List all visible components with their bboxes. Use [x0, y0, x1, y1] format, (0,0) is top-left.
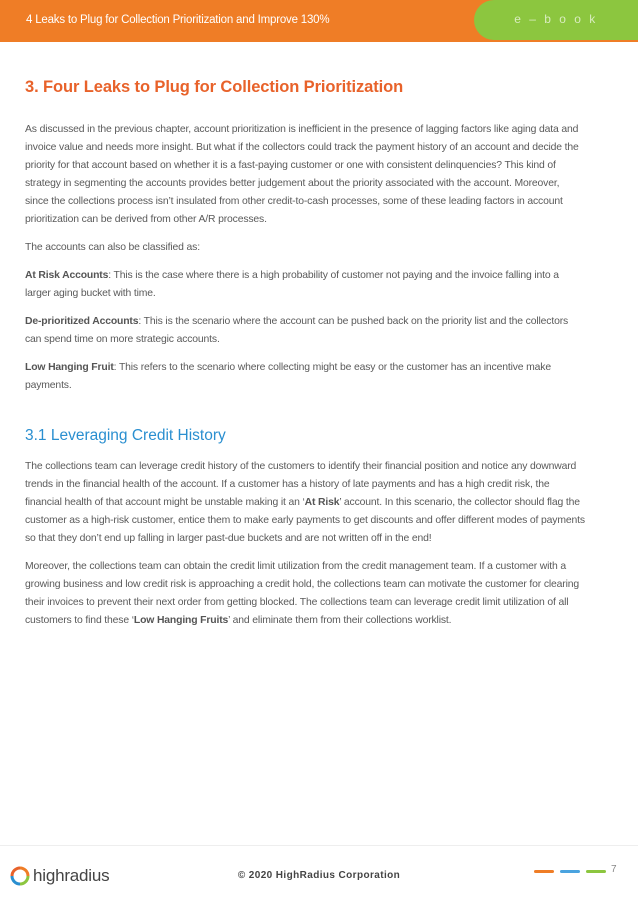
section-heading: 3. Four Leaks to Plug for Collection Prioritization — [25, 78, 404, 96]
item-text: : This is the scenario where the account can be pushed back on the priority list and the collectors can spend time on more strategic accounts. — [25, 316, 569, 345]
item-low-hanging — [25, 359, 585, 395]
ebook-label: e – b o o k — [514, 12, 598, 26]
dash-blue — [560, 870, 580, 873]
logo-text: highradius — [33, 866, 110, 885]
document-title: 4 Leaks to Plug for Collection Prioritization and Improve 130% — [26, 14, 330, 26]
item-text: : This refers to the scenario where collecting might be easy or the customer has an incentive make payments. — [25, 362, 551, 391]
item-term: De-prioritized Accounts — [25, 316, 139, 327]
item-de-prioritized — [25, 313, 585, 349]
item-at-risk — [25, 267, 585, 303]
para-text: Moreover, the collections team can obtain the credit limit utilization from the credit management team. If a customer with a growing business and low credit risk is approaching a credit hold, the collections team can motivate the customer for clearing their invoices to prevent their next order from getting blocked. The collections team can leverage credit limit utilization of all customers to find these ‘ — [25, 561, 580, 626]
decorative-dashes — [534, 870, 606, 873]
item-term: At Risk Accounts — [25, 270, 109, 281]
footer-divider — [0, 845, 638, 846]
para-text: The collections team can leverage credit history of the customers to identify their financial position and notice any downward trends in the financial health of the account. If a customer has a history of late payments and has a high credit risk, the financial health of that account might be unstable making it an ‘ — [25, 461, 577, 508]
copyright: © 2020 HighRadius Corporation — [237, 870, 401, 881]
dash-green — [586, 870, 606, 873]
credit-limit-paragraph — [25, 558, 585, 630]
item-term: Low Hanging Fruit — [25, 362, 114, 373]
main-content — [25, 78, 585, 640]
para-bold: Low Hanging Fruits — [133, 615, 229, 626]
credit-history-paragraph — [25, 458, 585, 548]
intro-paragraph: As discussed in the previous chapter, account prioritization is inefficient in the presence of lagging factors like aging data and invoice value and needs more insight. But what if the collectors could track the payment history of an account and decide the priority for that account based on whether it is a fast-paying customer or one with consistent delinquencies? This kind of strategy in segmenting the accounts provides better judgement about the priority associated with the account. Moreover, since the collections process isn’t insulated from other credit-to-cash processes, some of these leading factors in account prioritization can be derived from other A/R processes. — [25, 124, 579, 225]
classified-paragraph: The accounts can also be classified as: — [25, 242, 200, 253]
subsection-heading: 3.1 Leveraging Credit History — [25, 427, 226, 444]
item-text: : This is the case where there is a high probability of customer not paying and the invoice falling into a larger aging bucket with time. — [25, 270, 559, 299]
ebook-tab — [474, 0, 638, 40]
page-number: 7 — [611, 864, 617, 875]
dash-orange — [534, 870, 554, 873]
para-text: ’ account. In this scenario, the collector should flag the customer as a high-risk customer, entice them to make early payments to get discounts and offer different modes of payments so that they don’t end up falling in larger past-due buckets and are not written off in the end! — [25, 497, 585, 544]
para-bold: At Risk — [304, 497, 340, 508]
para-text: ’ and eliminate them from their collections worklist. — [228, 615, 452, 626]
